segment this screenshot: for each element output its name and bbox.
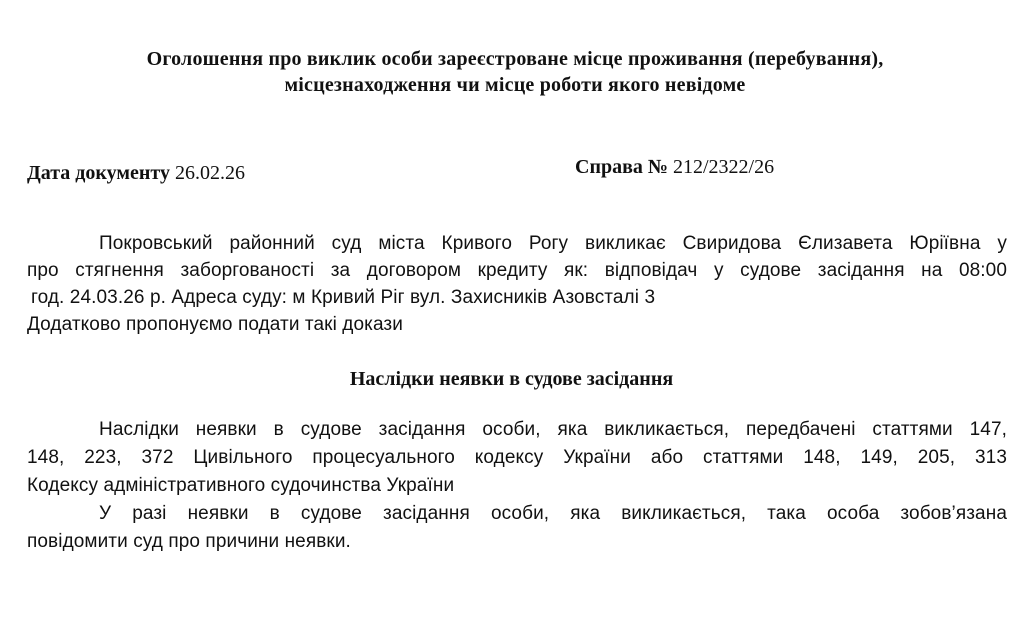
case-number-value: 212/2322/26 <box>673 156 775 178</box>
summons-line-4: Додатково пропонуємо подати такі докази <box>27 314 403 335</box>
consequences-line-2: 148, 223, 372 Цивільного процесуального кодексу України або статтями 148, 149, 205, 313 <box>27 447 1007 468</box>
document-date-value: 26.02.26 <box>175 162 245 184</box>
consequences-paragraph <box>27 417 1007 557</box>
document-title-line-2: місцезнаходження чи місце роботи якого невідоме <box>284 74 746 96</box>
case-number <box>575 154 774 180</box>
consequences-line-1: Наслідки неявки в судове засідання особи, яка викликається, передбачені статтями 147, <box>99 419 1007 440</box>
consequences-line-3: Кодексу адміністративного судочинства України <box>27 475 455 496</box>
consequences-line-4: У разі неявки в судове засідання особи, яка викликається, така особа зобов’язана <box>99 503 1007 524</box>
consequences-line-5: повідомити суд про причини неявки. <box>27 531 351 552</box>
summons-line-2: про стягнення заборгованості за договором кредиту як: відповідач у судове засідання на 08:00 <box>27 260 1007 281</box>
document-title-line-1: Оголошення про виклик особи зареєстроване місце проживання (перебування), <box>146 48 884 70</box>
summons-paragraph <box>27 231 1007 339</box>
document-date <box>27 160 245 186</box>
consequences-heading: Наслідки неявки в судове засідання <box>349 368 674 390</box>
summons-line-1: Покровський районний суд міста Кривого Рогу викликає Свиридова Єлизавета Юріївна у <box>99 233 1007 254</box>
document-date-label: Дата документу <box>27 162 170 184</box>
case-number-label: Справа № <box>575 156 668 178</box>
summons-line-3: год. 24.03.26 р. Адреса суду: м Кривий Ріг вул. Захисників Азовсталі 3 <box>31 287 656 308</box>
